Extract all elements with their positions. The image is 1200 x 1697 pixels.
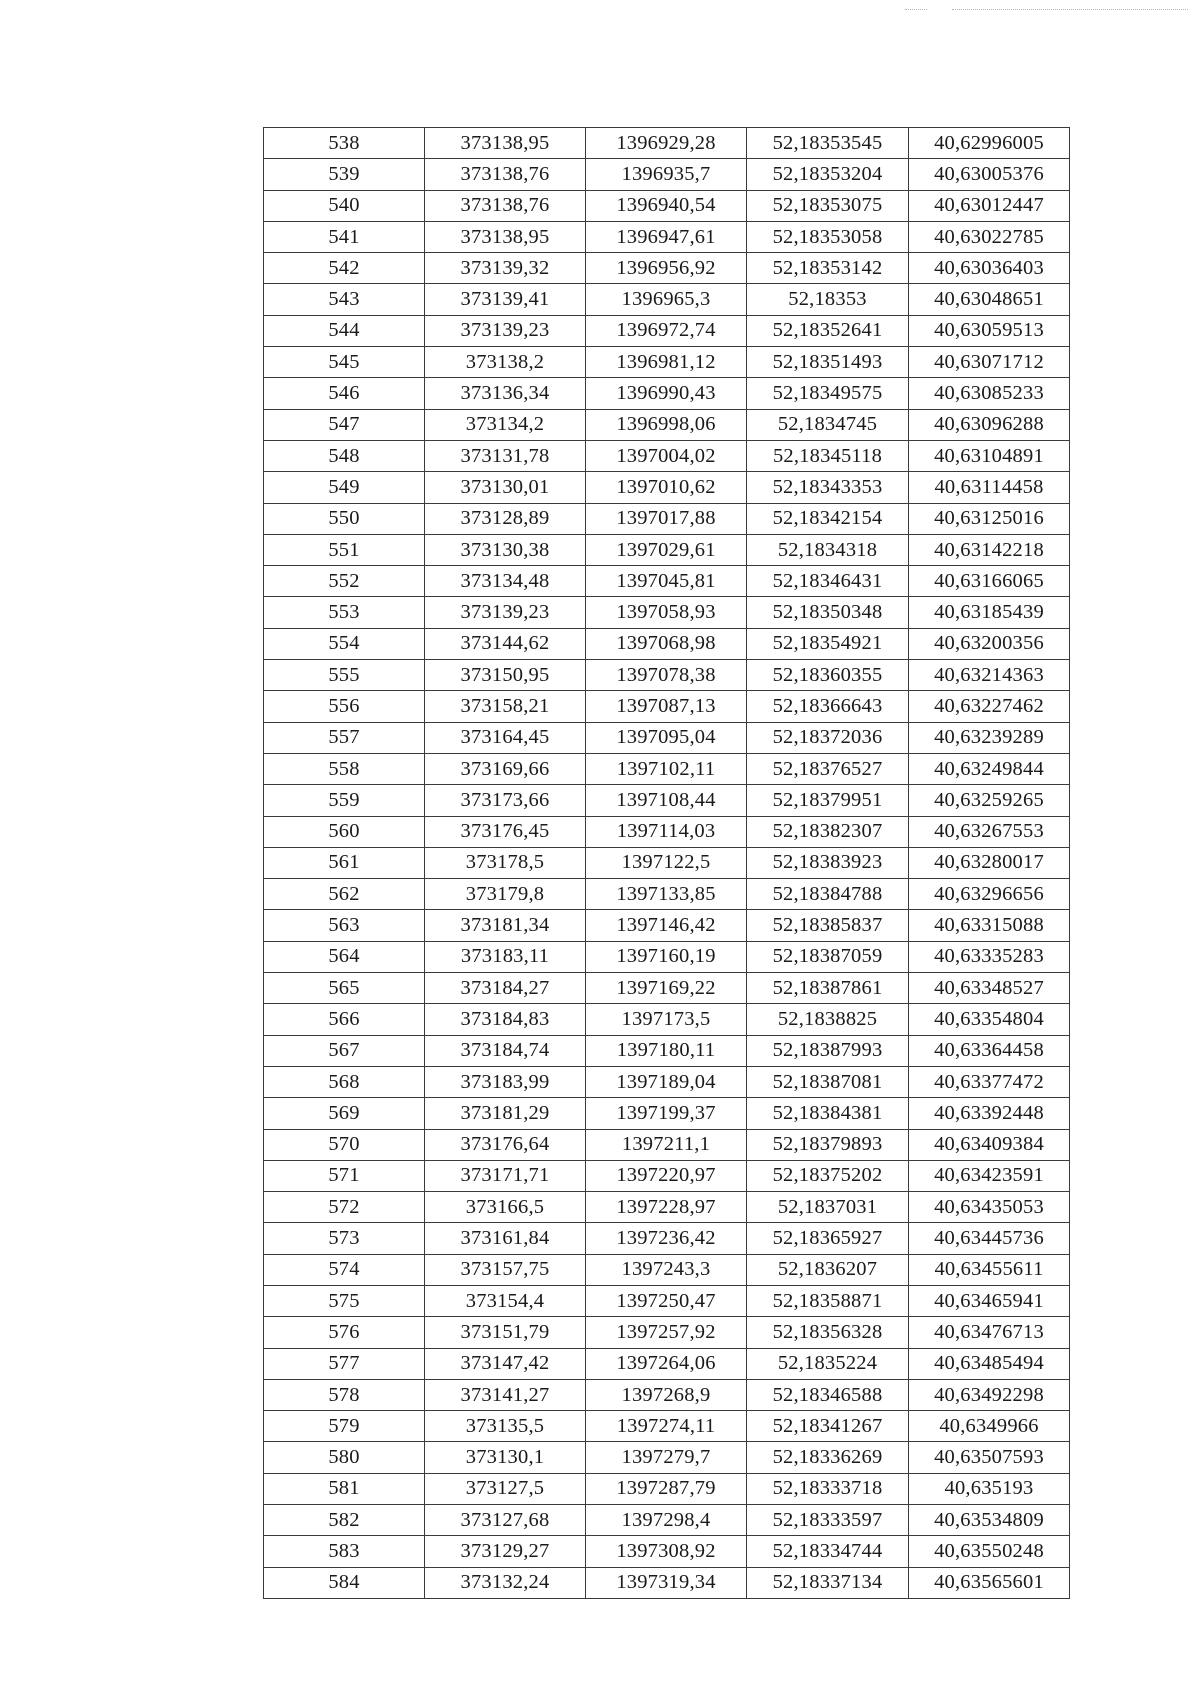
x-coordinate-cell: 373169,66 [425,753,586,784]
table-row [264,534,1070,565]
latitude-cell: 52,18382307 [747,816,909,847]
longitude-cell: 40,63507593 [909,1442,1070,1473]
y-coordinate-cell: 1396956,92 [586,253,747,284]
y-coordinate-cell: 1397095,04 [586,722,747,753]
longitude-cell: 40,63012447 [909,190,1070,221]
y-coordinate-cell: 1397211,1 [586,1129,747,1160]
y-coordinate-cell: 1397298,4 [586,1505,747,1536]
table-row [264,785,1070,816]
point-number-cell: 540 [264,190,425,221]
longitude-cell: 40,63142218 [909,534,1070,565]
longitude-cell: 40,63125016 [909,503,1070,534]
y-coordinate-cell: 1397274,11 [586,1411,747,1442]
header-scan-mark [905,9,927,10]
y-coordinate-cell: 1397102,11 [586,753,747,784]
y-coordinate-cell: 1397287,79 [586,1473,747,1504]
x-coordinate-cell: 373184,27 [425,973,586,1004]
table-row [264,472,1070,503]
y-coordinate-cell: 1396990,43 [586,378,747,409]
longitude-cell: 40,63059513 [909,315,1070,346]
longitude-cell: 40,63392448 [909,1098,1070,1129]
y-coordinate-cell: 1397243,3 [586,1254,747,1285]
table-row [264,378,1070,409]
latitude-cell: 52,18333718 [747,1473,909,1504]
x-coordinate-cell: 373171,71 [425,1160,586,1191]
table-row [264,1129,1070,1160]
x-coordinate-cell: 373139,32 [425,253,586,284]
latitude-cell: 52,18387993 [747,1035,909,1066]
point-number-cell: 579 [264,1411,425,1442]
point-number-cell: 549 [264,472,425,503]
x-coordinate-cell: 373130,01 [425,472,586,503]
longitude-cell: 40,63005376 [909,159,1070,190]
longitude-cell: 40,63534809 [909,1505,1070,1536]
y-coordinate-cell: 1396998,06 [586,409,747,440]
point-number-cell: 565 [264,973,425,1004]
point-number-cell: 544 [264,315,425,346]
y-coordinate-cell: 1396965,3 [586,284,747,315]
latitude-cell: 52,18365927 [747,1223,909,1254]
x-coordinate-cell: 373179,8 [425,879,586,910]
y-coordinate-cell: 1397122,5 [586,847,747,878]
x-coordinate-cell: 373181,34 [425,910,586,941]
latitude-cell: 52,18342154 [747,503,909,534]
point-number-cell: 582 [264,1505,425,1536]
point-number-cell: 558 [264,753,425,784]
x-coordinate-cell: 373135,5 [425,1411,586,1442]
point-number-cell: 570 [264,1129,425,1160]
longitude-cell: 40,63249844 [909,753,1070,784]
longitude-cell: 40,63166065 [909,566,1070,597]
x-coordinate-cell: 373184,83 [425,1004,586,1035]
latitude-cell: 52,18379893 [747,1129,909,1160]
latitude-cell: 52,1837031 [747,1192,909,1223]
latitude-cell: 52,18353204 [747,159,909,190]
y-coordinate-cell: 1396972,74 [586,315,747,346]
latitude-cell: 52,18353 [747,284,909,315]
longitude-cell: 40,63239289 [909,722,1070,753]
y-coordinate-cell: 1397004,02 [586,440,747,471]
table-row [264,1348,1070,1379]
latitude-cell: 52,1836207 [747,1254,909,1285]
point-number-cell: 554 [264,628,425,659]
point-number-cell: 561 [264,847,425,878]
y-coordinate-cell: 1397133,85 [586,879,747,910]
x-coordinate-cell: 373138,2 [425,347,586,378]
longitude-cell: 40,635193 [909,1473,1070,1504]
x-coordinate-cell: 373134,2 [425,409,586,440]
latitude-cell: 52,1838825 [747,1004,909,1035]
point-number-cell: 563 [264,910,425,941]
x-coordinate-cell: 373127,68 [425,1505,586,1536]
table-row [264,691,1070,722]
x-coordinate-cell: 373138,76 [425,159,586,190]
latitude-cell: 52,1834745 [747,409,909,440]
point-number-cell: 546 [264,378,425,409]
point-number-cell: 557 [264,722,425,753]
longitude-cell: 40,63409384 [909,1129,1070,1160]
point-number-cell: 556 [264,691,425,722]
point-number-cell: 542 [264,253,425,284]
point-number-cell: 550 [264,503,425,534]
longitude-cell: 40,63465941 [909,1285,1070,1316]
x-coordinate-cell: 373139,41 [425,284,586,315]
table-row [264,1442,1070,1473]
x-coordinate-cell: 373178,5 [425,847,586,878]
longitude-cell: 40,63071712 [909,347,1070,378]
y-coordinate-cell: 1397108,44 [586,785,747,816]
point-number-cell: 559 [264,785,425,816]
latitude-cell: 52,18353075 [747,190,909,221]
x-coordinate-cell: 373154,4 [425,1285,586,1316]
latitude-cell: 52,18375202 [747,1160,909,1191]
table-row [264,941,1070,972]
point-number-cell: 580 [264,1442,425,1473]
point-number-cell: 581 [264,1473,425,1504]
y-coordinate-cell: 1396940,54 [586,190,747,221]
table-row [264,1536,1070,1567]
table-row [264,503,1070,534]
table-row [264,1160,1070,1191]
longitude-cell: 40,63022785 [909,221,1070,252]
table-row [264,660,1070,691]
point-number-cell: 574 [264,1254,425,1285]
longitude-cell: 40,63214363 [909,660,1070,691]
longitude-cell: 40,63377472 [909,1066,1070,1097]
point-number-cell: 551 [264,534,425,565]
point-number-cell: 576 [264,1317,425,1348]
table-row [264,753,1070,784]
table-row [264,1254,1070,1285]
point-number-cell: 560 [264,816,425,847]
latitude-cell: 52,18358871 [747,1285,909,1316]
y-coordinate-cell: 1397279,7 [586,1442,747,1473]
x-coordinate-cell: 373132,24 [425,1567,586,1598]
x-coordinate-cell: 373183,99 [425,1066,586,1097]
longitude-cell: 40,63296656 [909,879,1070,910]
x-coordinate-cell: 373183,11 [425,941,586,972]
header-scan-rule [952,9,1188,10]
y-coordinate-cell: 1397228,97 [586,1192,747,1223]
point-number-cell: 566 [264,1004,425,1035]
latitude-cell: 52,18385837 [747,910,909,941]
x-coordinate-cell: 373158,21 [425,691,586,722]
longitude-cell: 40,62996005 [909,128,1070,159]
longitude-cell: 40,63280017 [909,847,1070,878]
longitude-cell: 40,63036403 [909,253,1070,284]
y-coordinate-cell: 1396935,7 [586,159,747,190]
latitude-cell: 52,18376527 [747,753,909,784]
x-coordinate-cell: 373173,66 [425,785,586,816]
longitude-cell: 40,63485494 [909,1348,1070,1379]
y-coordinate-cell: 1397173,5 [586,1004,747,1035]
longitude-cell: 40,63354804 [909,1004,1070,1035]
latitude-cell: 52,18353545 [747,128,909,159]
point-number-cell: 555 [264,660,425,691]
latitude-cell: 52,18360355 [747,660,909,691]
longitude-cell: 40,63455611 [909,1254,1070,1285]
longitude-cell: 40,63227462 [909,691,1070,722]
point-number-cell: 571 [264,1160,425,1191]
latitude-cell: 52,1835224 [747,1348,909,1379]
table-row [264,221,1070,252]
y-coordinate-cell: 1397189,04 [586,1066,747,1097]
latitude-cell: 52,18346431 [747,566,909,597]
table-row [264,597,1070,628]
point-number-cell: 564 [264,941,425,972]
x-coordinate-cell: 373150,95 [425,660,586,691]
x-coordinate-cell: 373144,62 [425,628,586,659]
x-coordinate-cell: 373138,76 [425,190,586,221]
y-coordinate-cell: 1397220,97 [586,1160,747,1191]
x-coordinate-cell: 373131,78 [425,440,586,471]
x-coordinate-cell: 373157,75 [425,1254,586,1285]
longitude-cell: 40,63476713 [909,1317,1070,1348]
point-number-cell: 572 [264,1192,425,1223]
latitude-cell: 52,18387081 [747,1066,909,1097]
longitude-cell: 40,63348527 [909,973,1070,1004]
x-coordinate-cell: 373164,45 [425,722,586,753]
y-coordinate-cell: 1397319,34 [586,1567,747,1598]
point-number-cell: 547 [264,409,425,440]
longitude-cell: 40,63315088 [909,910,1070,941]
point-number-cell: 568 [264,1066,425,1097]
y-coordinate-cell: 1397268,9 [586,1379,747,1410]
table-row [264,910,1070,941]
y-coordinate-cell: 1397308,92 [586,1536,747,1567]
x-coordinate-cell: 373141,27 [425,1379,586,1410]
longitude-cell: 40,63104891 [909,440,1070,471]
table-row [264,847,1070,878]
x-coordinate-cell: 373181,29 [425,1098,586,1129]
longitude-cell: 40,63085233 [909,378,1070,409]
table-row [264,440,1070,471]
longitude-cell: 40,63565601 [909,1567,1070,1598]
point-number-cell: 584 [264,1567,425,1598]
table-row [264,1567,1070,1598]
table-row [264,1223,1070,1254]
y-coordinate-cell: 1396981,12 [586,347,747,378]
longitude-cell: 40,6349966 [909,1411,1070,1442]
coordinate-table-body [264,128,1070,1599]
table-row [264,1192,1070,1223]
latitude-cell: 52,18333597 [747,1505,909,1536]
latitude-cell: 52,18384788 [747,879,909,910]
latitude-cell: 52,18354921 [747,628,909,659]
y-coordinate-cell: 1397029,61 [586,534,747,565]
longitude-cell: 40,63185439 [909,597,1070,628]
y-coordinate-cell: 1397169,22 [586,973,747,1004]
y-coordinate-cell: 1397058,93 [586,597,747,628]
x-coordinate-cell: 373184,74 [425,1035,586,1066]
longitude-cell: 40,63423591 [909,1160,1070,1191]
point-number-cell: 562 [264,879,425,910]
longitude-cell: 40,63048651 [909,284,1070,315]
y-coordinate-cell: 1397236,42 [586,1223,747,1254]
y-coordinate-cell: 1396929,28 [586,128,747,159]
y-coordinate-cell: 1397068,98 [586,628,747,659]
latitude-cell: 52,18372036 [747,722,909,753]
point-number-cell: 567 [264,1035,425,1066]
x-coordinate-cell: 373138,95 [425,128,586,159]
table-row [264,1317,1070,1348]
table-row [264,879,1070,910]
longitude-cell: 40,63096288 [909,409,1070,440]
table-row [264,1473,1070,1504]
point-number-cell: 577 [264,1348,425,1379]
y-coordinate-cell: 1397045,81 [586,566,747,597]
x-coordinate-cell: 373130,1 [425,1442,586,1473]
point-number-cell: 573 [264,1223,425,1254]
table-row [264,1004,1070,1035]
longitude-cell: 40,63114458 [909,472,1070,503]
point-number-cell: 539 [264,159,425,190]
y-coordinate-cell: 1397250,47 [586,1285,747,1316]
y-coordinate-cell: 1396947,61 [586,221,747,252]
table-row [264,409,1070,440]
latitude-cell: 52,18336269 [747,1442,909,1473]
longitude-cell: 40,63259265 [909,785,1070,816]
x-coordinate-cell: 373138,95 [425,221,586,252]
x-coordinate-cell: 373136,34 [425,378,586,409]
point-number-cell: 548 [264,440,425,471]
x-coordinate-cell: 373127,5 [425,1473,586,1504]
point-number-cell: 578 [264,1379,425,1410]
table-row [264,159,1070,190]
y-coordinate-cell: 1397199,37 [586,1098,747,1129]
latitude-cell: 52,18345118 [747,440,909,471]
latitude-cell: 52,18351493 [747,347,909,378]
table-row [264,1035,1070,1066]
latitude-cell: 52,1834318 [747,534,909,565]
latitude-cell: 52,18350348 [747,597,909,628]
latitude-cell: 52,18387861 [747,973,909,1004]
table-row [264,1411,1070,1442]
latitude-cell: 52,18334744 [747,1536,909,1567]
y-coordinate-cell: 1397078,38 [586,660,747,691]
y-coordinate-cell: 1397010,62 [586,472,747,503]
table-row [264,1379,1070,1410]
table-row [264,566,1070,597]
point-number-cell: 543 [264,284,425,315]
point-number-cell: 553 [264,597,425,628]
y-coordinate-cell: 1397146,42 [586,910,747,941]
x-coordinate-cell: 373161,84 [425,1223,586,1254]
longitude-cell: 40,63550248 [909,1536,1070,1567]
latitude-cell: 52,18353058 [747,221,909,252]
table-row [264,128,1070,159]
latitude-cell: 52,18343353 [747,472,909,503]
latitude-cell: 52,18356328 [747,1317,909,1348]
longitude-cell: 40,63364458 [909,1035,1070,1066]
y-coordinate-cell: 1397160,19 [586,941,747,972]
point-number-cell: 552 [264,566,425,597]
x-coordinate-cell: 373166,5 [425,1192,586,1223]
longitude-cell: 40,63200356 [909,628,1070,659]
latitude-cell: 52,18383923 [747,847,909,878]
table-row [264,190,1070,221]
table-row [264,628,1070,659]
x-coordinate-cell: 373128,89 [425,503,586,534]
longitude-cell: 40,63267553 [909,816,1070,847]
latitude-cell: 52,18341267 [747,1411,909,1442]
latitude-cell: 52,18384381 [747,1098,909,1129]
table-row [264,1098,1070,1129]
coordinate-table [263,127,1070,1599]
table-row [264,347,1070,378]
y-coordinate-cell: 1397264,06 [586,1348,747,1379]
x-coordinate-cell: 373176,45 [425,816,586,847]
y-coordinate-cell: 1397257,92 [586,1317,747,1348]
longitude-cell: 40,63335283 [909,941,1070,972]
x-coordinate-cell: 373139,23 [425,597,586,628]
latitude-cell: 52,18349575 [747,378,909,409]
latitude-cell: 52,18337134 [747,1567,909,1598]
longitude-cell: 40,63445736 [909,1223,1070,1254]
x-coordinate-cell: 373151,79 [425,1317,586,1348]
table-row [264,253,1070,284]
x-coordinate-cell: 373134,48 [425,566,586,597]
latitude-cell: 52,18353142 [747,253,909,284]
y-coordinate-cell: 1397180,11 [586,1035,747,1066]
table-row [264,1285,1070,1316]
point-number-cell: 575 [264,1285,425,1316]
table-row [264,315,1070,346]
table-row [264,816,1070,847]
longitude-cell: 40,63435053 [909,1192,1070,1223]
table-row [264,973,1070,1004]
latitude-cell: 52,18352641 [747,315,909,346]
latitude-cell: 52,18379951 [747,785,909,816]
point-number-cell: 583 [264,1536,425,1567]
table-row [264,1066,1070,1097]
x-coordinate-cell: 373139,23 [425,315,586,346]
x-coordinate-cell: 373176,64 [425,1129,586,1160]
point-number-cell: 538 [264,128,425,159]
x-coordinate-cell: 373147,42 [425,1348,586,1379]
y-coordinate-cell: 1397087,13 [586,691,747,722]
point-number-cell: 545 [264,347,425,378]
table-row [264,284,1070,315]
point-number-cell: 569 [264,1098,425,1129]
table-row [264,722,1070,753]
y-coordinate-cell: 1397114,03 [586,816,747,847]
point-number-cell: 541 [264,221,425,252]
y-coordinate-cell: 1397017,88 [586,503,747,534]
latitude-cell: 52,18387059 [747,941,909,972]
x-coordinate-cell: 373129,27 [425,1536,586,1567]
x-coordinate-cell: 373130,38 [425,534,586,565]
table-row [264,1505,1070,1536]
longitude-cell: 40,63492298 [909,1379,1070,1410]
latitude-cell: 52,18366643 [747,691,909,722]
latitude-cell: 52,18346588 [747,1379,909,1410]
